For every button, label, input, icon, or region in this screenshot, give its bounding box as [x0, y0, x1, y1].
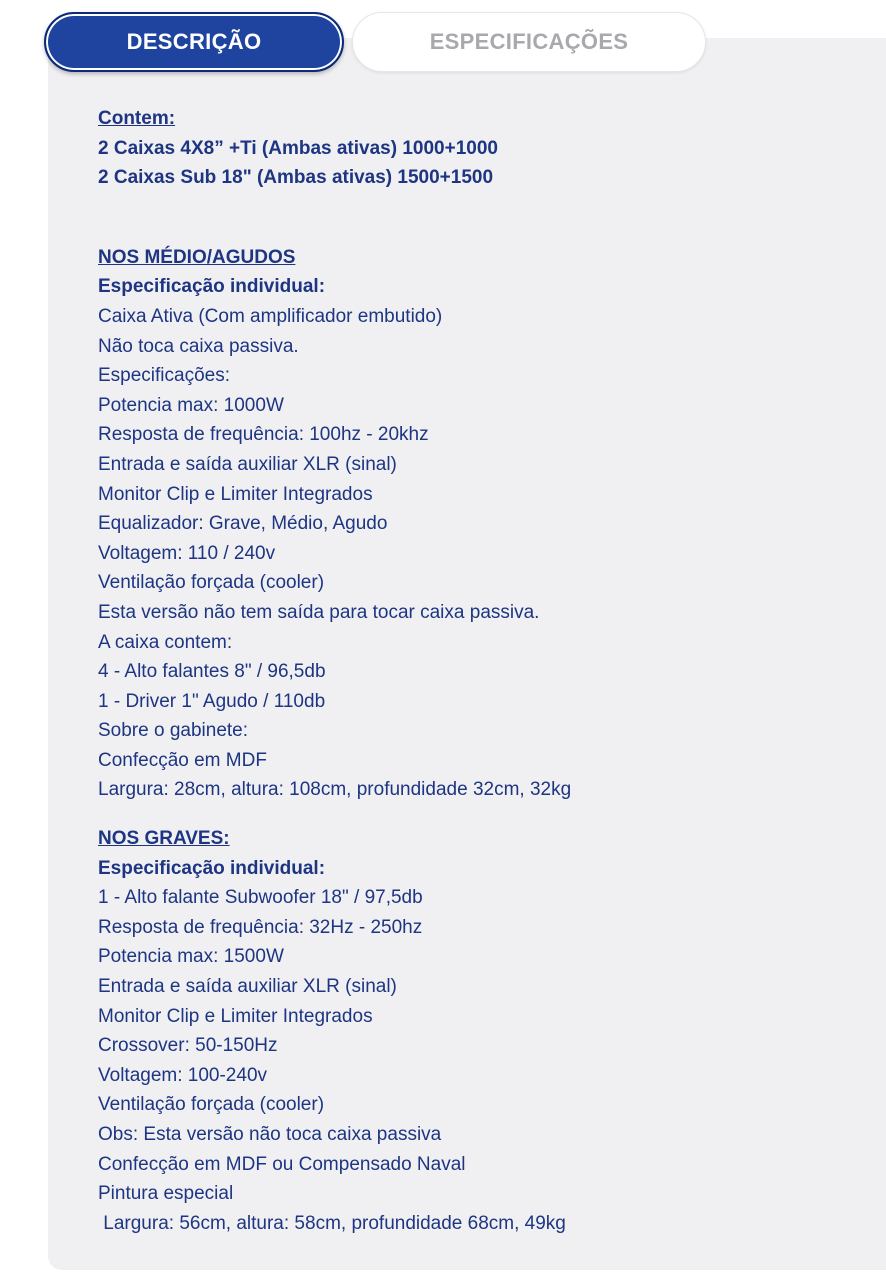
mid-high-spec-line: Especificações: [98, 365, 231, 387]
tab-descricao[interactable]: DESCRIÇÃO [44, 12, 344, 72]
bass-heading: NOS GRAVES: [98, 828, 230, 850]
tab-especificacoes[interactable]: ESPECIFICAÇÕES [352, 12, 706, 72]
bass-spec-line: Ventilação forçada (cooler) [98, 1094, 325, 1116]
description-content [98, 104, 858, 1238]
intro-list [98, 134, 858, 193]
mid-high-spec-line: Ventilação forçada (cooler) [98, 572, 325, 594]
mid-high-spec-line: Entrada e saída auxiliar XLR (sinal) [98, 453, 397, 475]
intro-heading: Contem: [98, 108, 176, 129]
bass-spec-line: Monitor Clip e Limiter Integrados [98, 1005, 373, 1027]
bass-spec-line: Resposta de frequência: 32Hz - 250hz [98, 916, 423, 938]
mid-high-spec-line: Equalizador: Grave, Médio, Agudo [98, 513, 388, 535]
intro-line: 2 Caixas 4X8” +Ti (Ambas ativas) 1000+1000 [98, 137, 498, 159]
bass-spec-line: Largura: 56cm, altura: 58cm, profundidade 68cm, 49kg [98, 1212, 566, 1234]
mid-high-spec-line: Sobre o gabinete: [98, 720, 249, 742]
bass-spec-line: 1 - Alto falante Subwoofer 18" / 97,5db [98, 887, 423, 909]
bass-spec-line: Crossover: 50-150Hz [98, 1035, 278, 1057]
bass-spec-line: Potencia max: 1500W [98, 946, 284, 968]
mid-high-spec-list [98, 302, 858, 805]
mid-high-spec-line: 1 - Driver 1" Agudo / 110db [98, 690, 326, 712]
mid-high-spec-line: Potencia max: 1000W [98, 394, 284, 416]
mid-high-spec-line: Monitor Clip e Limiter Integrados [98, 483, 373, 505]
mid-high-spec-line: Esta versão não tem saída para tocar caixa passiva. [98, 601, 540, 623]
bass-spec-list [98, 883, 858, 1238]
bass-spec-line: Obs: Esta versão não toca caixa passiva [98, 1124, 442, 1145]
mid-high-spec-line: 4 - Alto falantes 8" / 96,5db [98, 661, 326, 683]
mid-high-spec-line: Voltagem: 110 / 240v [98, 542, 276, 564]
mid-high-heading: NOS MÉDIO/AGUDOS [98, 246, 296, 268]
intro-line: 2 Caixas Sub 18" (Ambas ativas) 1500+1500 [98, 167, 494, 189]
bass-spec-line: Voltagem: 100-240v [98, 1064, 268, 1086]
mid-high-subheading: Especificação individual: [98, 276, 326, 298]
mid-high-spec-line: Caixa Ativa (Com amplificador embutido) [98, 305, 443, 327]
mid-high-spec-line: Confecção em MDF [98, 749, 267, 771]
mid-high-spec-line: Largura: 28cm, altura: 108cm, profundidade 32cm, 32kg [98, 779, 572, 801]
mid-high-spec-line: Resposta de frequência: 100hz - 20khz [98, 424, 429, 446]
mid-high-spec-line: Não toca caixa passiva. [98, 335, 299, 357]
bass-spec-line: Entrada e saída auxiliar XLR (sinal) [98, 976, 397, 998]
bass-spec-line: Confecção em MDF ou Compensado Naval [98, 1153, 466, 1175]
bass-spec-line: Pintura especial [98, 1183, 234, 1205]
mid-high-spec-line: A caixa contem: [98, 631, 233, 653]
bass-subheading: Especificação individual: [98, 857, 326, 879]
